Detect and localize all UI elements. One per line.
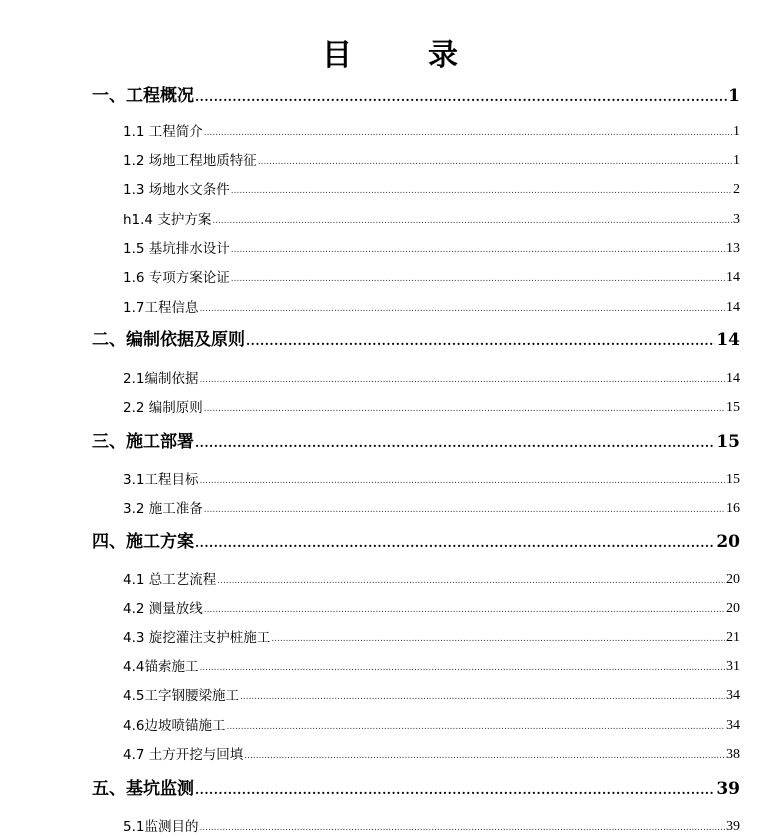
- toc-entry-label: 5.1监测目的: [123, 819, 199, 835]
- toc-page-number: 21: [726, 630, 740, 645]
- toc-entry-level1[interactable]: [92, 428, 740, 452]
- toc-leader-dots: [231, 243, 725, 257]
- toc-leader-dots: [217, 574, 725, 588]
- toc-leader-dots: [199, 302, 725, 316]
- toc-entry-label: h1.4 支护方案: [123, 212, 212, 228]
- toc-leader-dots: [212, 214, 732, 228]
- toc-leader-dots: [204, 126, 732, 140]
- toc-leader-dots: [231, 184, 732, 198]
- toc-entry-label: 4.2 测量放线: [123, 601, 203, 617]
- toc-entry-level2[interactable]: [123, 684, 740, 704]
- toc-entry-label: 五、基坑监测: [92, 779, 194, 799]
- toc-entry-label: 1.3 场地水文条件: [123, 182, 230, 198]
- toc-entry-level2[interactable]: [123, 714, 740, 734]
- toc-entry-label: 1.1 工程简介: [123, 124, 203, 140]
- toc-leader-dots: [226, 720, 725, 734]
- toc-entry-level2[interactable]: [123, 568, 740, 588]
- toc-entry-label: 2.1编制依据: [123, 371, 199, 387]
- toc-entry-level2[interactable]: [123, 626, 740, 646]
- toc-page-number: 20: [716, 532, 740, 552]
- toc-entry-label: 4.5工字钢腰梁施工: [123, 688, 239, 704]
- toc-title-char-1: 目: [322, 38, 352, 73]
- toc-entry-label: 2.2 编制原则: [123, 400, 203, 416]
- toc-leader-dots: [199, 661, 725, 675]
- toc-entry-level2[interactable]: [123, 178, 740, 198]
- toc-entry-level2[interactable]: [123, 743, 740, 763]
- toc-leader-dots: [204, 603, 725, 617]
- toc-page-number: 39: [716, 779, 740, 799]
- toc-entry-label: 一、工程概况: [92, 86, 194, 106]
- toc-leader-dots: [195, 434, 715, 452]
- toc-entry-level2[interactable]: [123, 120, 740, 140]
- toc-entry-level2[interactable]: [123, 655, 740, 675]
- toc-page-number: 14: [716, 330, 740, 350]
- toc-leader-dots: [240, 690, 725, 704]
- toc-page-number: 15: [716, 432, 740, 452]
- toc-page-number: 15: [726, 400, 740, 415]
- toc-entry-label: 4.4锚索施工: [123, 659, 199, 675]
- toc-page-number: 15: [726, 472, 740, 487]
- toc-entry-level2[interactable]: [123, 266, 740, 286]
- toc-entry-level2[interactable]: [123, 497, 740, 517]
- toc-entry-level2[interactable]: [123, 597, 740, 617]
- toc-entry-level2[interactable]: [123, 396, 740, 416]
- toc-entry-label: 1.2 场地工程地质特征: [123, 153, 257, 169]
- toc-entry-label: 1.7工程信息: [123, 300, 199, 316]
- toc-leader-dots: [195, 781, 715, 799]
- toc-entry-label: 3.1工程目标: [123, 472, 199, 488]
- toc-page-number: 14: [726, 270, 740, 285]
- toc-entry-level1[interactable]: [92, 326, 740, 350]
- toc-page-number: 16: [726, 501, 740, 516]
- toc-leader-dots: [204, 503, 725, 517]
- toc-leader-dots: [258, 155, 732, 169]
- toc-page-number: 1: [728, 86, 740, 106]
- toc-entry-label: 4.1 总工艺流程: [123, 572, 217, 588]
- toc-entry-label: 4.6边坡喷锚施工: [123, 718, 226, 734]
- toc-entry-label: 三、施工部署: [92, 432, 194, 452]
- toc-page-number: 20: [726, 601, 740, 616]
- toc-leader-dots: [271, 632, 725, 646]
- toc-page-number: 20: [726, 572, 740, 587]
- toc-entry-label: 1.6 专项方案论证: [123, 270, 230, 286]
- toc-entry-level1[interactable]: [92, 528, 740, 552]
- toc-entry-level2[interactable]: [123, 208, 740, 228]
- toc-page-number: 2: [733, 182, 740, 197]
- toc-leader-dots: [199, 373, 725, 387]
- toc-leader-dots: [204, 402, 725, 416]
- toc-entry-level2[interactable]: [123, 468, 740, 488]
- toc-entry-label: 3.2 施工准备: [123, 501, 203, 517]
- toc-page-number: 1: [733, 153, 740, 168]
- toc-page-number: 1: [733, 124, 740, 139]
- toc-page-number: 34: [726, 688, 740, 703]
- toc-page-number: 34: [726, 718, 740, 733]
- toc-entry-label: 四、施工方案: [92, 532, 194, 552]
- toc-page-number: 14: [726, 371, 740, 386]
- toc-leader-dots: [195, 88, 727, 106]
- toc-entry-label: 4.3 旋挖灌注支护桩施工: [123, 630, 271, 646]
- toc-leader-dots: [244, 749, 725, 763]
- toc-title: [0, 30, 780, 74]
- toc-page-number: 38: [726, 747, 740, 762]
- toc-entry-level2[interactable]: [123, 815, 740, 835]
- toc-entry-level1[interactable]: [92, 82, 740, 106]
- toc-leader-dots: [231, 272, 725, 286]
- toc-page-number: 14: [726, 300, 740, 315]
- toc-entry-level2[interactable]: [123, 367, 740, 387]
- toc-entry-label: 4.7 土方开挖与回填: [123, 747, 244, 763]
- toc-entry-level2[interactable]: [123, 149, 740, 169]
- toc-title-char-2: 录: [428, 38, 458, 73]
- toc-entry-level2[interactable]: [123, 296, 740, 316]
- toc-leader-dots: [199, 474, 725, 488]
- toc-leader-dots: [246, 332, 715, 350]
- toc-page-number: 3: [733, 212, 740, 227]
- toc-page-number: 13: [726, 241, 740, 256]
- toc-entry-label: 1.5 基坑排水设计: [123, 241, 230, 257]
- toc-entry-label: 二、编制依据及原则: [92, 330, 245, 350]
- toc-entry-level2[interactable]: [123, 237, 740, 257]
- toc-entry-level1[interactable]: [92, 775, 740, 799]
- toc-page-number: 31: [726, 659, 740, 674]
- toc-leader-dots: [199, 821, 725, 835]
- toc-leader-dots: [195, 534, 715, 552]
- toc-page-number: 39: [726, 819, 740, 834]
